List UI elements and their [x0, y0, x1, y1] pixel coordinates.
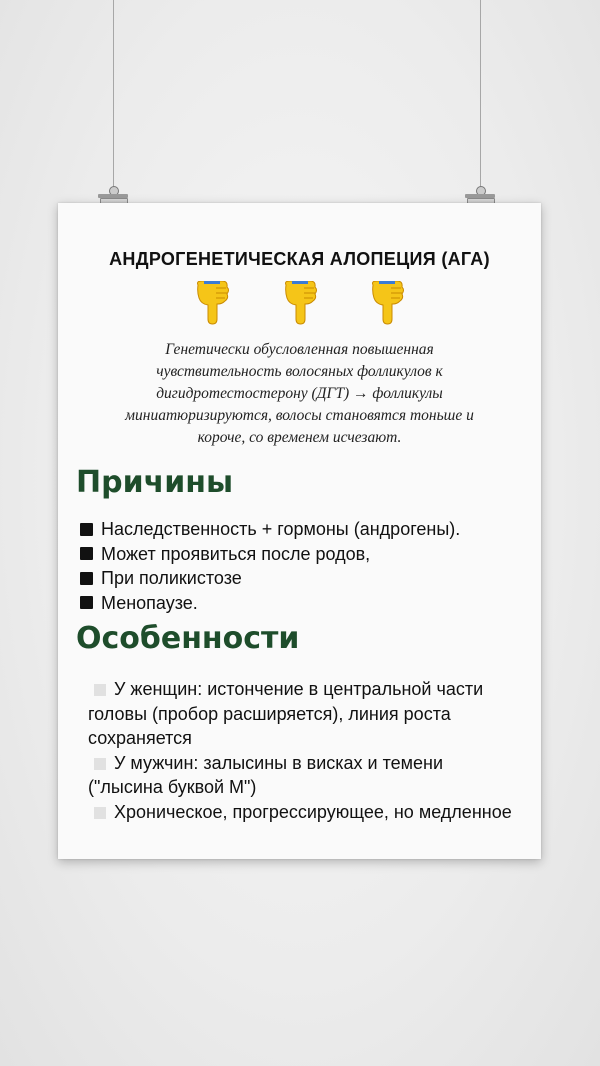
feature-text: У мужчин: залысины в висках и темени ("лысина буквой М"): [88, 752, 444, 797]
list-item: [80, 542, 460, 567]
list-item: [80, 517, 460, 542]
list-item: [80, 566, 460, 591]
hanging-wire-right: [480, 0, 481, 192]
black-square-bullet-icon: [80, 523, 93, 536]
list-item: [88, 751, 518, 800]
black-square-bullet-icon: [80, 596, 93, 609]
grey-square-bullet-icon: [94, 684, 106, 696]
cause-text: Менопаузе.: [101, 592, 198, 613]
grey-square-bullet-icon: [94, 807, 106, 819]
intro-line: Генетически обусловленная повышенная: [165, 341, 434, 358]
hanging-wire-left: [113, 0, 114, 192]
intro-line: миниатюризируются, волосы становятся тоньше и: [125, 407, 474, 424]
pointing-down-hand-icon: [192, 281, 232, 325]
list-item: [88, 800, 518, 825]
cause-text: Наследственность + гормоны (андрогены).: [101, 519, 461, 539]
hands-row: [58, 281, 541, 325]
causes-heading: Причины: [76, 465, 234, 500]
grey-square-bullet-icon: [94, 758, 106, 770]
cause-text: Может проявиться после родов,: [101, 543, 371, 564]
intro-line: дигидротестостерону (ДГТ) → фолликулы: [156, 385, 443, 402]
pointing-down-hand-icon: [367, 281, 407, 325]
list-item: [88, 677, 518, 751]
black-square-bullet-icon: [80, 572, 93, 585]
intro-text: [66, 339, 533, 449]
features-heading: Особенности: [76, 621, 300, 656]
feature-text: У женщин: истончение в центральной части головы (пробор расширяется), линия роста сохраняется: [88, 679, 484, 748]
black-square-bullet-icon: [80, 547, 93, 560]
poster-title: АНДРОГЕНЕТИЧЕСКАЯ АЛОПЕЦИЯ (АГА): [109, 249, 490, 269]
list-item: [80, 591, 460, 616]
features-list: [88, 677, 518, 824]
cause-text: При поликистозе: [101, 568, 242, 588]
intro-line: чувствительность волосяных фолликулов к: [156, 363, 443, 380]
causes-list: [80, 517, 460, 615]
pointing-down-hand-icon: [280, 281, 320, 325]
intro-line: короче, со временем исчезают.: [197, 429, 402, 446]
poster: [58, 203, 541, 859]
feature-text: Хроническое, прогрессирующее, но медленное: [114, 801, 512, 822]
